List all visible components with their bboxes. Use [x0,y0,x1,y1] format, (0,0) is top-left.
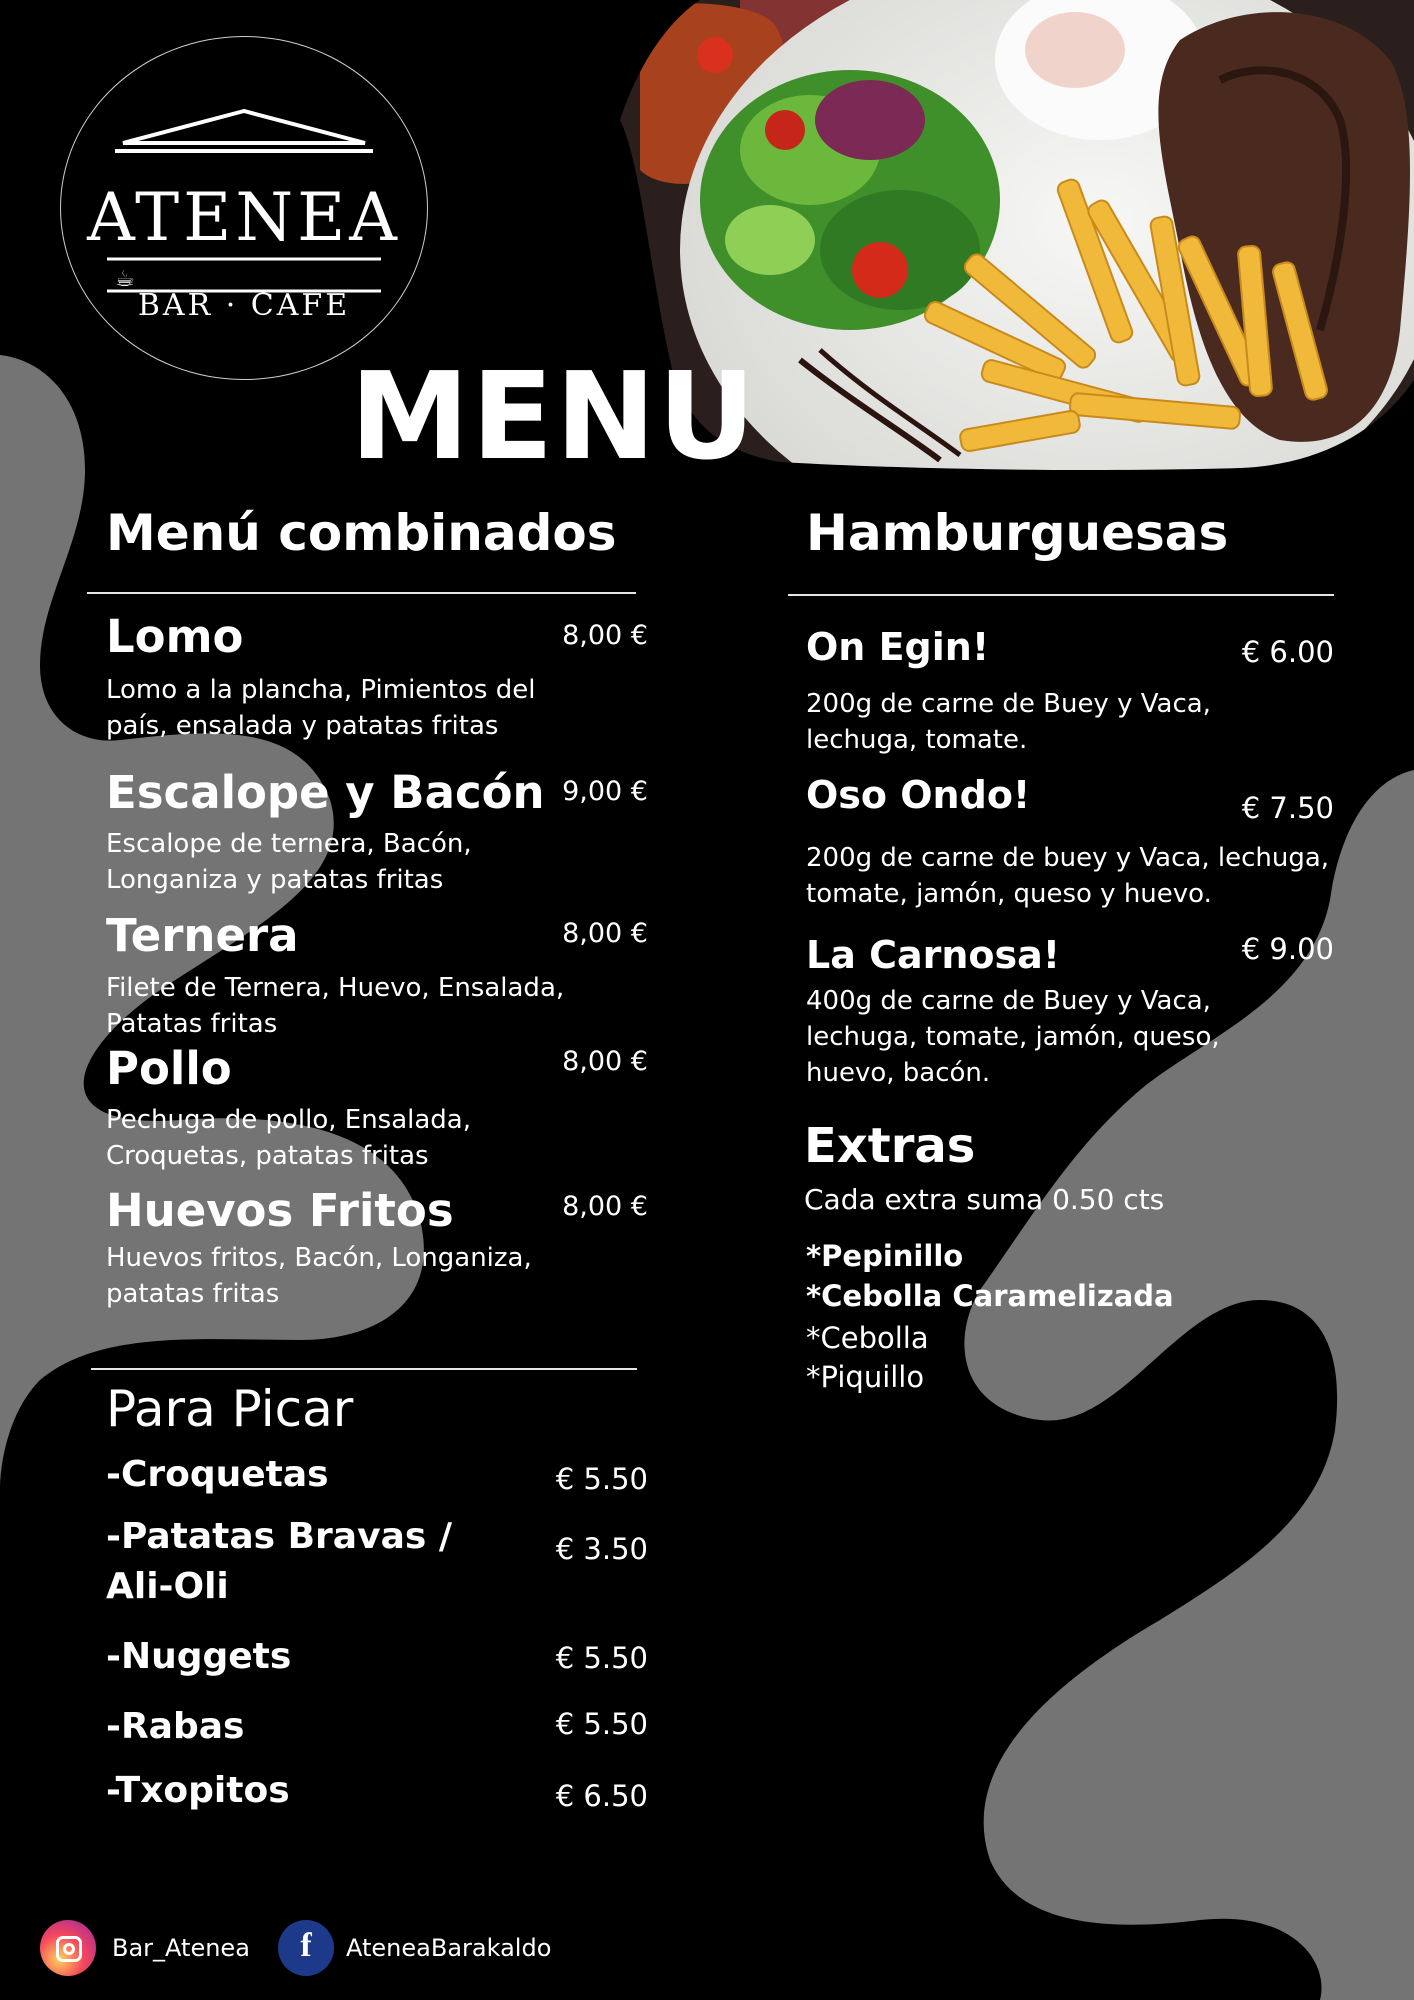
mug-icon: ☕ [115,267,135,292]
combinado-desc: Huevos fritos, Bacón, Longaniza, patatas fritas [106,1243,532,1309]
snack-price: € 6.50 [555,1779,648,1813]
combinado-price: 8,00 € [562,1046,648,1077]
burger-name: Oso Ondo! [806,773,1031,817]
facebook-icon[interactable]: f [278,1920,334,1976]
snack-name: -Rabas [106,1706,245,1747]
snack-name: -Txopitos [106,1770,290,1811]
instagram-handle[interactable]: Bar_Atenea [112,1934,250,1962]
snack-name: -Patatas Bravas / Ali-Oli [106,1516,452,1607]
facebook-handle[interactable]: AteneaBarakaldo [346,1934,552,1962]
combinado-desc: Pechuga de pollo, Ensalada, Croquetas, patatas fritas [106,1105,472,1171]
combinados-divider [87,592,636,594]
snack-price: € 5.50 [555,1707,648,1741]
burger-name: On Egin! [806,625,990,669]
menu-title: MENU [350,348,758,487]
extra-option: *Cebolla Caramelizada [806,1279,1174,1313]
combinado-name: Huevos Fritos [106,1184,454,1237]
burger-desc: 200g de carne de Buey y Vaca, lechuga, tomate. [806,689,1211,755]
logo [60,36,428,380]
burger-desc: 200g de carne de buey y Vaca, lechuga, tomate, jamón, queso y huevo. [806,843,1330,909]
burger-price: € 6.00 [1241,635,1334,669]
hamburguesas-title: Hamburguesas [806,504,1229,562]
burger-price: € 9.00 [1241,932,1334,966]
snack-name: -Nuggets [106,1636,292,1677]
combinado-price: 8,00 € [562,620,648,651]
extra-option: *Pepinillo [806,1239,964,1273]
combinado-price: 8,00 € [562,918,648,949]
combinado-name: Lomo [106,610,244,663]
combinado-desc: Filete de Ternera, Huevo, Ensalada, Patatas fritas [106,973,565,1039]
logo-name: ATENEA [87,179,401,256]
snack-price: € 5.50 [555,1641,648,1675]
combinado-name: Pollo [106,1042,232,1095]
snack-name: -Croquetas [106,1454,329,1495]
burger-price: € 7.50 [1241,791,1334,825]
burger-desc: 400g de carne de Buey y Vaca, lechuga, tomate, jamón, queso, huevo, bacón. [806,986,1220,1088]
combinado-price: 9,00 € [562,776,648,807]
instagram-icon[interactable] [40,1920,96,1976]
combinado-desc: Escalope de ternera, Bacón, Longaniza y patatas fritas [106,829,472,895]
extra-option: *Piquillo [806,1360,925,1394]
extra-option: *Cebolla [806,1321,929,1355]
combinado-name: Escalope y Bacón [106,766,545,819]
snack-price: € 3.50 [555,1532,648,1566]
combinado-desc: Lomo a la plancha, Pimientos del país, ensalada y patatas fritas [106,675,536,741]
combinado-name: Ternera [106,909,299,962]
picar-divider [91,1368,637,1370]
hamburguesas-divider [788,594,1334,596]
snack-price: € 5.50 [555,1462,648,1496]
combinado-price: 8,00 € [562,1191,648,1222]
combinados-title: Menú combinados [106,504,617,562]
logo-subtitle: BAR · CAFE [137,288,351,323]
burger-name: La Carnosa! [806,933,1061,977]
extras-note: Cada extra suma 0.50 cts [804,1183,1165,1216]
picar-title: Para Picar [106,1380,354,1438]
extras-title: Extras [804,1118,976,1174]
